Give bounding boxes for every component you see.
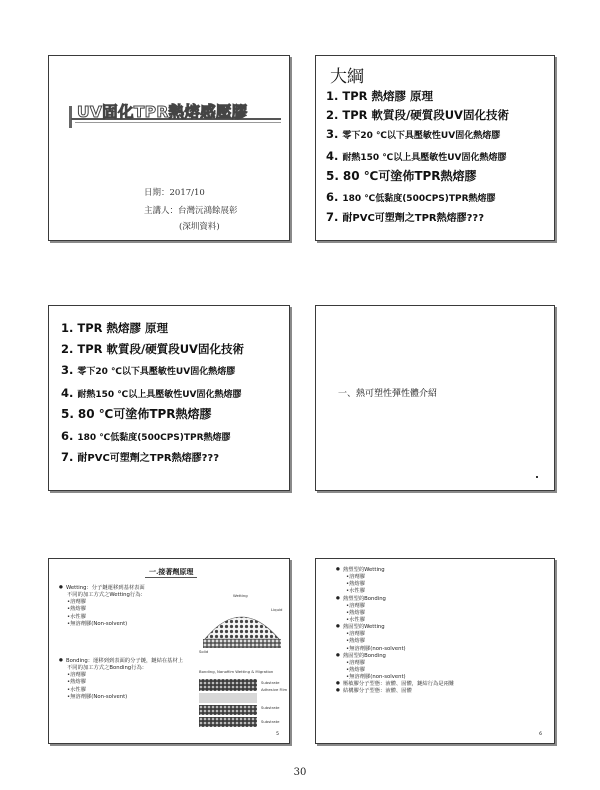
outline-item: 4. 耐熱150 ℃以上具壓敏性UV固化熱熔膠 [326,148,507,163]
heading-underline [145,577,197,578]
slide-page-number: 6 [539,732,542,737]
list-bullet: ● 熱塑型的Bonding [336,596,454,603]
figure-bottom-label: Solid [199,649,209,654]
outline-item: 6. 180 ℃低黏度(500CPS)TPR熱熔膠 [61,428,231,443]
bonding-item: •溶劑膠 [67,672,87,679]
bonding-item: •無溶劑膠(Non-solvent) [67,693,128,700]
outline-list [326,90,509,225]
outline-item: 3. 零下20 ℃以下具壓敏性UV固化熱熔膠 [61,363,236,378]
list-subitem: •熱熔膠 [346,666,366,673]
slide-date: 日期：2017/10 [144,188,205,198]
layer-label: Substrate [261,719,280,724]
bonding-block [59,658,183,701]
droplet-illustration [199,599,285,661]
outline-heading: 大綱 [330,67,364,87]
outline-item: 7. 耐PVC可塑劑之TPR熱熔膠??? [61,450,220,465]
slide-adhesion-principle [48,558,290,744]
outline-item: 5. 80 ℃可塗佈TPR熱熔膠 [326,169,477,184]
list-bullet: ● 壓敏膠分子型態：液體、固體，鏈結行為是兩難 [336,681,454,688]
figure-caption: Bonding, Nanofilm Wetting & Migration [199,669,274,674]
list-subitem: •水性膠 [346,588,366,595]
list-bullet: ● 結構膠分子型態：液體、固體 [336,688,454,695]
slide-presenter: 主講人：台灣沅鴻餘展彰 [144,206,238,216]
bonding-item: •熱熔膠 [67,679,87,686]
slide-heading: 一.接著劑原理 [149,567,194,576]
outline-item: 2. TPR 軟質段/硬質段UV固化技術 [61,342,244,357]
slide-outline-repeat [48,305,290,491]
layer-label: Substrate [261,705,280,710]
list-subitem: •溶劑膠 [346,602,366,609]
type-list [336,567,454,696]
list-bullet: ● 熱固型的Bonding [336,653,454,660]
figure-side-label: Liquid [271,607,283,612]
list-bullet: ● 熱塑型的Wetting [336,567,454,574]
outline-item: 2. TPR 軟質段/硬質段UV固化技術 [326,108,509,123]
title-block [71,100,275,122]
outline-item: 1. TPR 熱熔膠 原理 [61,321,169,335]
list-subitem: •熱熔膠 [346,581,366,588]
list-subitem: •無溶劑膠(non-solvent) [346,645,406,652]
layer-illustration [199,677,259,731]
list-subitem: •熱熔膠 [346,609,366,616]
outline-item: 4. 耐熱150 ℃以上具壓敏性UV固化熱熔膠 [61,385,242,400]
list-subitem: •溶劑膠 [346,574,366,581]
list-bullet: ● 熱固型的Wetting [336,624,454,631]
list-subitem: •無溶劑膠(non-solvent) [346,674,406,681]
outline-item: 1. TPR 熱熔膠 原理 [326,89,434,103]
bonding-item: •水性膠 [67,686,87,693]
page-number: 30 [293,767,307,778]
layer-label: Adhesive Film [261,687,288,692]
list-subitem: •熱熔膠 [346,638,366,645]
layer-label: Substrate [261,680,280,685]
title-underline-secondary [75,122,281,123]
bonding-intro-2: 不同的加工方式之Bonding行為： [67,665,148,672]
wetting-item: •溶劑膠 [67,599,87,606]
list-subitem: •溶劑膠 [346,631,366,638]
outline-item: 3. 零下20 ℃以下具壓敏性UV固化熱熔膠 [326,127,501,142]
section-heading: 一、熱可塑性彈性體介紹 [338,389,438,399]
slide-marker [536,476,538,478]
slide-outline [315,55,555,241]
outline-item: 6. 180 ℃低黏度(500CPS)TPR熱熔膠 [326,189,496,204]
slide-title [48,55,290,241]
figure-label: Wetting [233,593,248,598]
wetting-block [59,585,146,628]
bonding-intro: ● Bonding：運移到到表面的分子鏈，鏈結在基材上 [59,658,183,665]
list-subitem: •水性膠 [346,616,366,623]
wetting-item: •無溶劑膠(Non-solvent) [67,620,128,627]
wetting-item: •熱熔膠 [67,606,87,613]
bonding-diagram [199,669,289,735]
wetting-diagram [199,593,285,655]
wetting-item: •水性膠 [67,613,87,620]
wetting-intro-2: 不同的加工方式之Wetting行為： [67,592,146,599]
slide-presenter-note: (深圳資料) [179,222,220,232]
slide-page-number: 5 [276,732,279,737]
slide-title-text: UV固化TPR熱熔感壓膠 [77,103,248,121]
outline-list [61,322,244,465]
slide-section [315,305,555,491]
outline-item: 5. 80 ℃可塗佈TPR熱熔膠 [61,407,212,422]
outline-item: 7. 耐PVC可塑劑之TPR熱熔膠??? [326,210,485,225]
list-subitem: •溶劑膠 [346,659,366,666]
slide-wetting-bonding-types [315,558,555,744]
wetting-intro: ● Wetting：分子鏈運移到基材表面 [59,585,146,592]
